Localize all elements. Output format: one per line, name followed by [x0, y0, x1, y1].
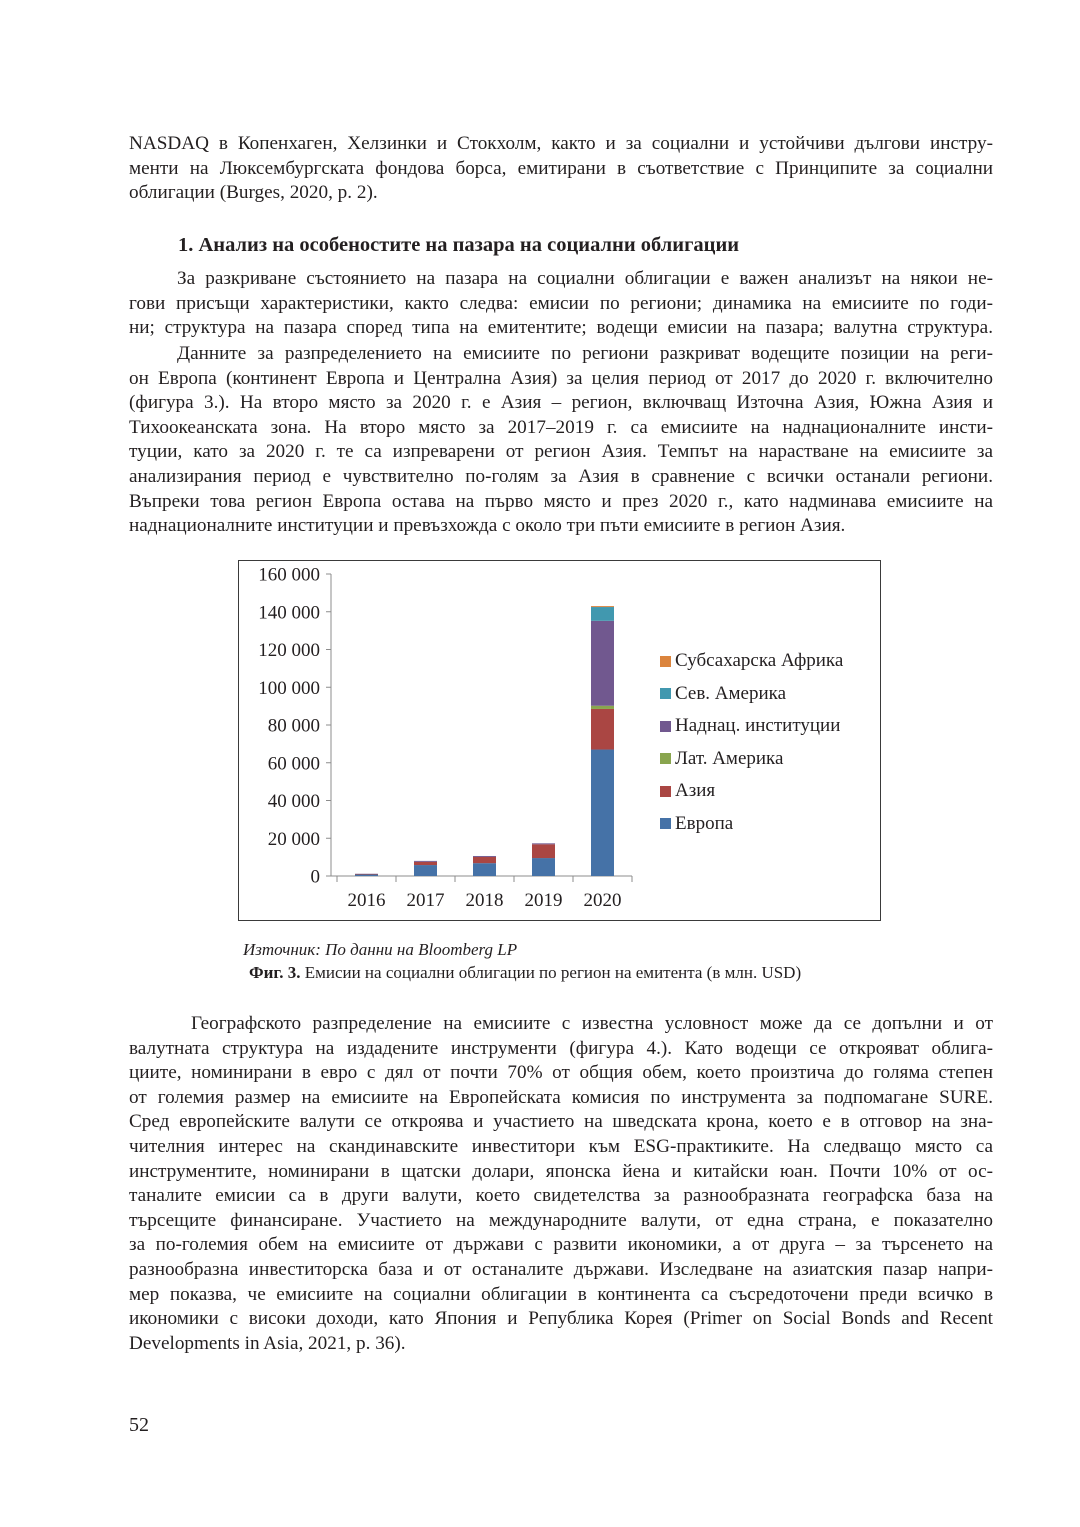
bar-segment [355, 874, 378, 875]
legend-label: Субсахарска Африка [675, 650, 844, 672]
x-tick-label: 2017 [406, 890, 445, 911]
section-heading: 1. Анализ на особеностите на пазара на социални облигации [178, 234, 740, 256]
legend-item [660, 645, 843, 678]
x-tick-label: 2018 [465, 890, 504, 911]
legend-item [660, 743, 843, 776]
chart-legend [660, 645, 843, 840]
bar-segment [591, 607, 614, 621]
bar-segment [591, 606, 614, 607]
figure-source: Източник: По данни на Bloomberg LP [243, 940, 518, 959]
caption-text: Емисии на социални облигации по регион на емитента (в млн. USD) [300, 963, 802, 982]
bar-segment [532, 844, 555, 858]
text-line: Сред европейските валути се откроява и участието на шведската крона, което е в отговор на зна- [129, 1111, 993, 1133]
figure-caption [249, 963, 801, 983]
y-tick-label: 0 [310, 866, 320, 888]
bar-segment [473, 863, 496, 876]
text-line: туции, като за 2020 г. те са изпреварени от регион Азия. Темпът на нарастване на емисиите за [129, 441, 993, 463]
bar-segment [532, 858, 555, 876]
paragraph-3 [129, 1012, 993, 1356]
text-line: менти на Люксембургската фондова борса, емитирани в съответствие с Принципите за социални [129, 157, 993, 179]
text-line: он Европа (континент Европа и Централна Азия) за целия период от 2017 до 2020 г. включително [129, 367, 993, 389]
legend-swatch-icon [660, 753, 671, 764]
legend-label: Наднац. институции [675, 715, 841, 737]
text-line: ни; структура на пазара според типа на емитентите; водещи емисии на пазара; валутна структура. [129, 317, 993, 339]
bar-segment [532, 843, 555, 844]
legend-swatch-icon [660, 818, 671, 829]
text-line: анализирания период е чувствително по-голям за Азия в сравнение с всички останали региони. [129, 465, 993, 487]
text-line: наднационалните институции и превъзхожда с около три пъти емисиите в регион Азия. [129, 515, 846, 537]
legend-item [660, 775, 843, 808]
text-line: инструментите, номинирани в щатски долари, японска йена и китайски юан. Почти 10% от ос- [129, 1160, 993, 1182]
legend-label: Лат. Америка [675, 747, 784, 769]
y-tick-label: 100 000 [258, 677, 320, 699]
bar-segment [473, 856, 496, 857]
y-tick-label: 160 000 [258, 564, 320, 586]
text-line: NASDAQ в Копенхаген, Хелзинки и Стокхолм, както и за социални и устойчиви дългови инстру- [129, 133, 993, 154]
legend-swatch-icon [660, 786, 671, 797]
text-line: (фигура 3.). На второ място за 2020 г. е Азия – регион, включващ Източна Азия, Южна Азия и [129, 392, 993, 414]
legend-item [660, 710, 843, 743]
text-line: таналите емисии са в други валути, което свидетелства за разнообразната географска база на [129, 1185, 993, 1207]
text-line: Тихоокеанската зона. На второ място за 2017–2019 г. са емисиите на наднационалните инсти- [129, 416, 993, 438]
legend-item [660, 808, 843, 841]
text-line: Въпреки това регион Европа остава на първо място и през 2020 г., като надминава емисиите на [129, 490, 993, 512]
text-line: икономики с високи доходи, като Япония и Република Корея (Primer on Social Bonds and Recent [129, 1308, 993, 1330]
bar-segment [414, 862, 437, 865]
y-tick-label: 80 000 [267, 715, 320, 737]
legend-swatch-icon [660, 656, 671, 667]
bar-segment [591, 709, 614, 750]
x-tick-label: 2016 [347, 890, 386, 911]
legend-label: Европа [675, 812, 734, 834]
text-line: циите, номинирани в евро с дял от почти 70% от общия обем, което произтича до голяма степен [129, 1062, 993, 1084]
text-line: Данните за разпределението на емисиите по региони разкриват водещите позиции на реги- [177, 343, 993, 364]
legend-item [660, 678, 843, 711]
x-tick-label: 2019 [524, 890, 563, 911]
bar-segment [591, 750, 614, 876]
caption-label: Фиг. 3. [249, 963, 301, 982]
legend-label: Сев. Америка [675, 682, 787, 704]
y-tick-label: 20 000 [267, 828, 320, 850]
legend-swatch-icon [660, 688, 671, 699]
legend-label: Азия [675, 780, 716, 802]
bar-segment [591, 621, 614, 706]
text-line: Developments in Asia, 2021, р. 36). [129, 1332, 406, 1354]
bar-segment [473, 857, 496, 863]
bar-segment [355, 874, 378, 876]
text-line: мер показва, че емисиите на социални облигации в континента са съсредоточени преди всичко в [129, 1283, 993, 1305]
x-tick-label: 2020 [583, 890, 622, 911]
y-tick-label: 60 000 [267, 753, 320, 775]
text-line: облигации (Burges, 2020, р. 2). [129, 182, 378, 204]
text-line: чителния интерес на скандинавските инвеститори към ESG-практиките. На следващо място са [129, 1135, 993, 1157]
y-tick-label: 140 000 [258, 602, 320, 624]
bar-segment [414, 861, 437, 862]
text-line: разнообразна инвеститорска база и от останалите държави. Изследване на азиатския пазар напри- [129, 1258, 993, 1280]
text-line: гови присъщи характеристики, както следва: емисии по региони; динамика на емисиите по годи- [129, 292, 993, 314]
text-line: валутната структура на издадените инструменти (фигура 4.). Като водещи се открояват облига- [129, 1037, 993, 1059]
legend-swatch-icon [660, 721, 671, 732]
y-tick-label: 40 000 [267, 791, 320, 812]
text-line: За разкриване състоянието на пазара на социални облигации е важен анализът на някои не- [177, 268, 993, 289]
text-line: от големия размер на емисиите на Европейската комисия по инструмента за подпомагане SURE. [129, 1086, 993, 1108]
y-tick-label: 120 000 [258, 640, 320, 661]
bar-segment [591, 706, 614, 709]
text-line: търсещите финансиране. Участието на международните валути, от една страна, е показателно [129, 1209, 993, 1231]
text-line: Географското разпределение на емисиите с известна условност може да се допълни и от [191, 1013, 993, 1034]
bar-segment [414, 865, 437, 876]
text-line: за по-големия обем на емисиите от държави с развити икономики, а от друга – за търсенето на [129, 1234, 993, 1256]
page-number: 52 [129, 1414, 149, 1436]
